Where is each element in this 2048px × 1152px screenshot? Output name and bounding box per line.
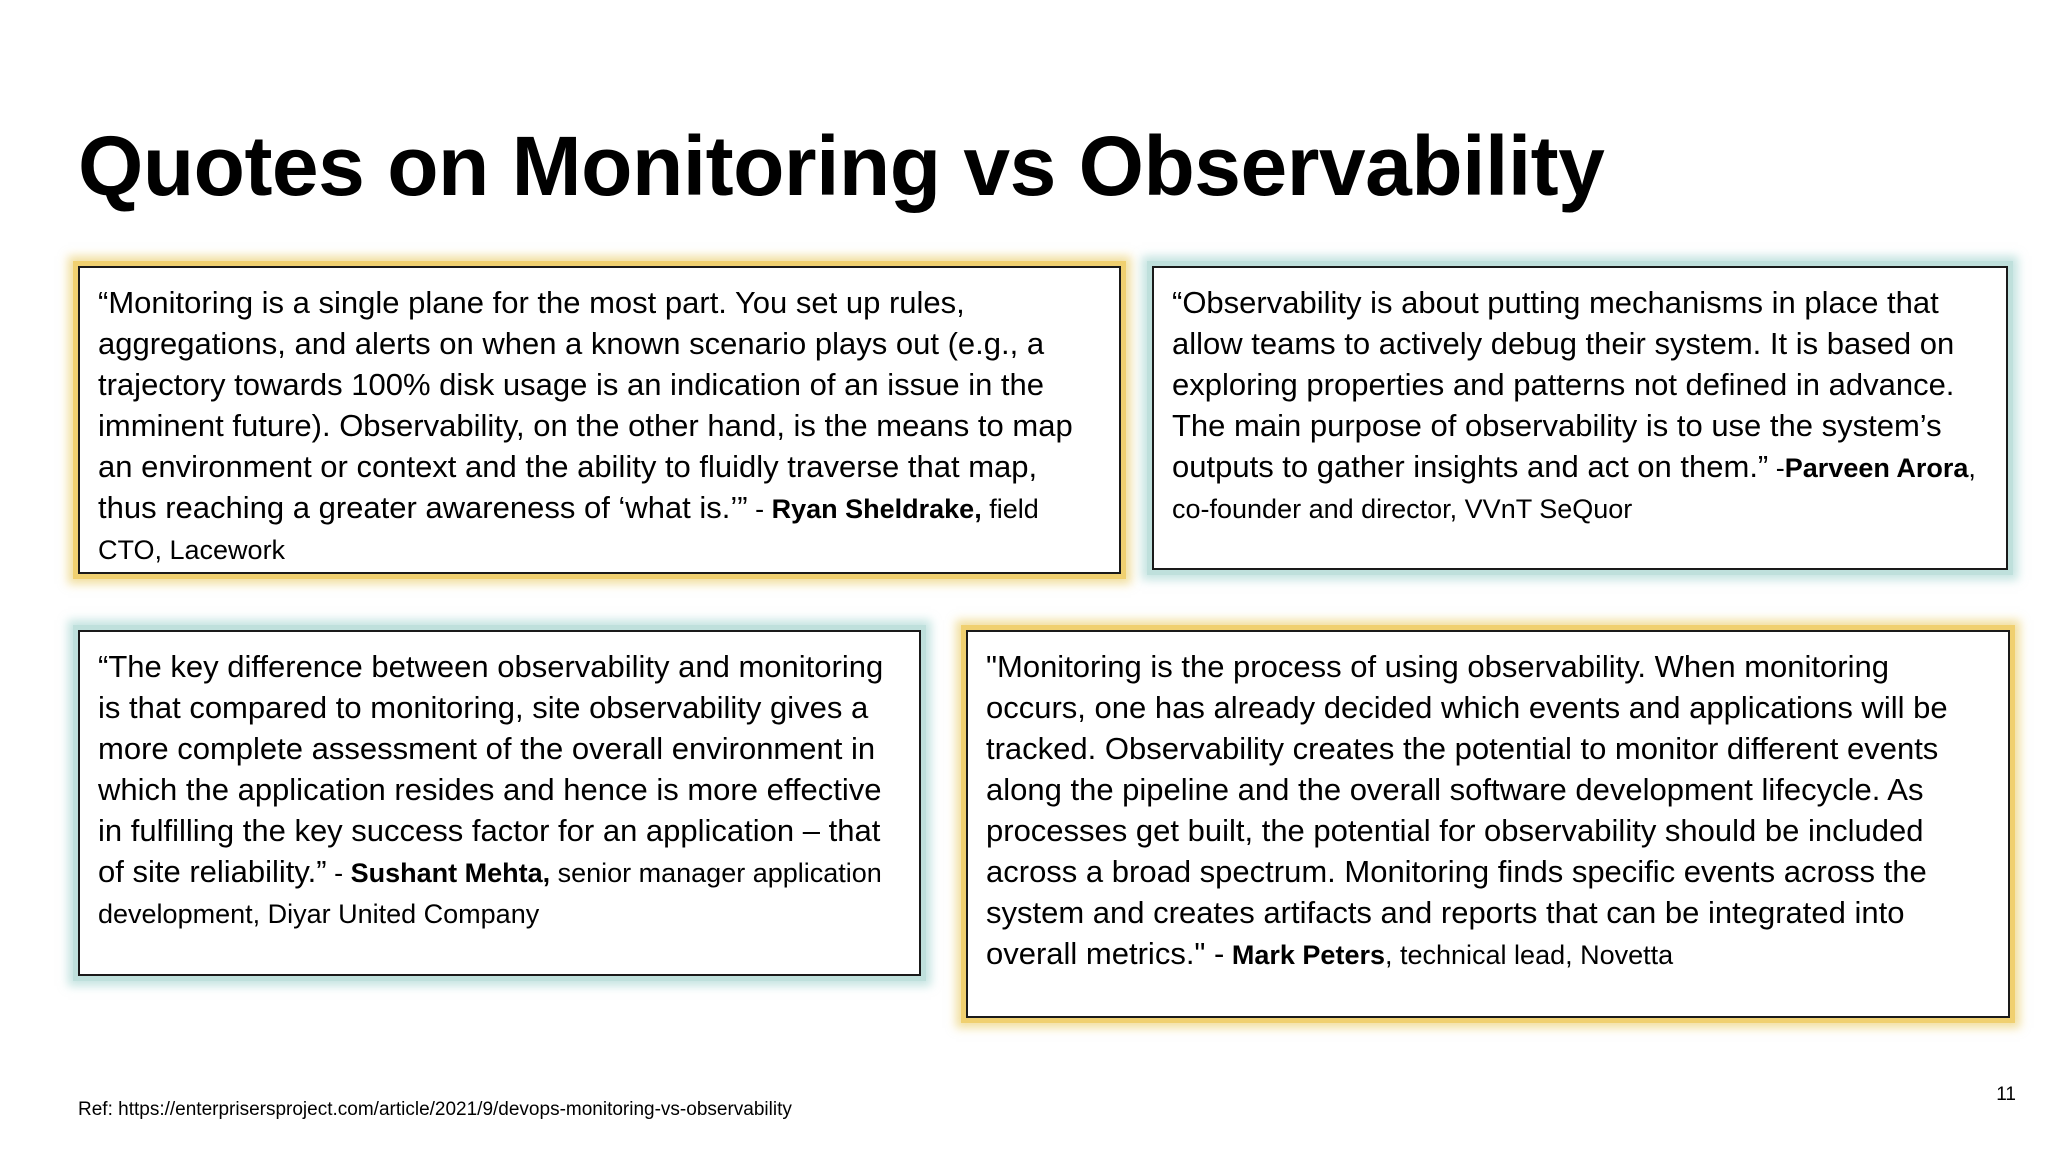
- quote-text: “Monitoring is a single plane for the most part. You set up rules, aggregations, and alerts on when a known scenario plays out (e.g., a trajectory towards 100% disk usage is an indication of an issue in the imminent future). Observability, on the other hand, is the means to map an environment or context and the ability to fluidly traverse that map, thus reaching a greater awareness of ‘what is.’”: [98, 285, 1073, 525]
- quote-box-peters: [966, 630, 2010, 1018]
- quote-box-arora: [1152, 266, 2008, 570]
- quote-attribution: [1224, 940, 1673, 970]
- author-role: , technical lead, Novetta: [1384, 940, 1674, 970]
- quote-box-sheldrake: [78, 266, 1121, 574]
- author-name: Mark Peters: [1231, 940, 1385, 970]
- attribution-prefix: -: [1768, 453, 1785, 483]
- author-role: senior manager application development, Diyar United Company: [98, 858, 882, 929]
- author-role: field CTO, Lacework: [98, 494, 1039, 565]
- author-name: Parveen Arora: [1784, 453, 1969, 483]
- page-number: 11: [1996, 1084, 2016, 1105]
- quote-text: “Observability is about putting mechanisms in place that allow teams to actively debug their system. It is based on exploring properties and patterns not defined in advance. The main purpose of observability is to use the system’s outputs to gather insights and act on them.”: [1172, 285, 1955, 484]
- slide-title: Quotes on Monitoring vs Observability: [78, 119, 1605, 213]
- quote-box-mehta: [78, 630, 921, 976]
- author-role: , co-founder and director, VVnT SeQuor: [1172, 453, 1976, 524]
- attribution-prefix: -: [326, 858, 351, 888]
- author-name: Sushant Mehta,: [350, 858, 551, 888]
- attribution-prefix: [1224, 940, 1232, 970]
- quote-text: “The key difference between observability and monitoring is that compared to monitoring, site observability gives a more complete assessment of the overall environment in which the application resides and hence is more effective in fulfilling the key success factor for an application – that of site reliability.”: [98, 649, 884, 889]
- attribution-prefix: -: [747, 494, 772, 524]
- reference-link[interactable]: Ref: https://enterprisersproject.com/article/2021/9/devops-monitoring-vs-observability: [78, 1099, 792, 1120]
- author-name: Ryan Sheldrake,: [771, 494, 982, 524]
- quote-text: "Monitoring is the process of using observability. When monitoring occurs, one has already decided which events and applications will be tracked. Observability creates the potential to monitor different events along the pipeline and the overall software development lifecycle. As processes get built, the potential for observability should be included across a broad spectrum. Monitoring finds specific events across the system and creates artifacts and reports that can be integrated into overall metrics." -: [986, 649, 1948, 971]
